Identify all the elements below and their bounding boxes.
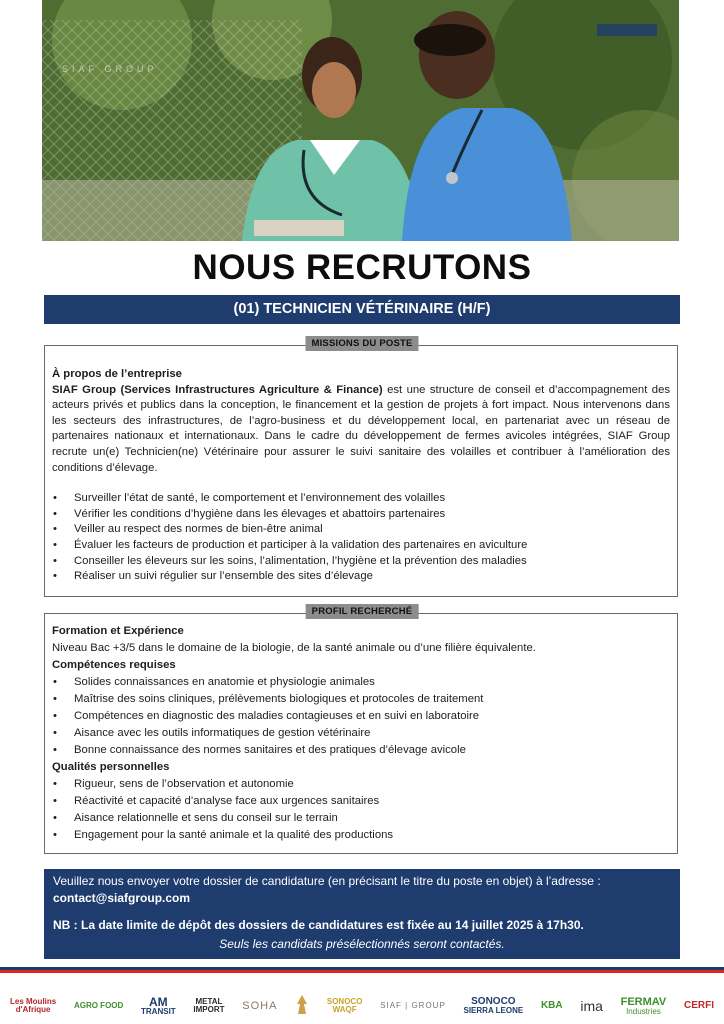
qualities-list bbox=[52, 776, 670, 844]
logo-agro-food: AGRO FOOD bbox=[73, 1001, 124, 1010]
mission-item: • Évaluer les facteurs de production et participer à la validation des partenaires en aviculture bbox=[52, 538, 670, 554]
profile-tag: PROFIL RECHERCHÉ bbox=[306, 604, 419, 619]
mission-item: • Conseiller les éleveurs sur les soins, l’alimentation, l’hygiène et la prévention des maladies bbox=[52, 554, 670, 570]
contact-intro: Veuillez nous envoyer votre dossier de candidature (en précisant le titre du poste en objet) à l’adresse : bbox=[53, 874, 601, 888]
logo-sonoco-waqf: SONOCO WAQF bbox=[326, 997, 363, 1014]
training-text: Niveau Bac +3/5 dans le domaine de la biologie, de la santé animale ou d’une filière équivalente. bbox=[52, 642, 536, 654]
missions-content bbox=[52, 367, 670, 585]
contact-panel bbox=[44, 869, 680, 959]
logo-metal-import: METAL IMPORT bbox=[193, 997, 225, 1014]
skill-item: • Solides connaissances en anatomie et physiologie animales bbox=[52, 674, 670, 691]
training-title: Formation et Expérience bbox=[52, 625, 184, 637]
about-paragraph bbox=[52, 383, 670, 477]
emblem-icon bbox=[295, 994, 309, 1016]
logo-soha: SOHA bbox=[242, 999, 278, 1012]
logo-emblem bbox=[295, 994, 309, 1018]
about-title: À propos de l’entreprise bbox=[52, 368, 182, 380]
skill-item: • Bonne connaissance des normes sanitaires et des pratiques d’élevage avicole bbox=[52, 742, 670, 759]
page-title: NOUS RECRUTONS bbox=[192, 248, 532, 287]
company-name: SIAF Group (Services Infrastructures Agriculture & Finance) bbox=[52, 383, 383, 396]
logo-moulins-dafrique: Les Moulins d'Afrique bbox=[10, 997, 57, 1014]
skills-title: Compétences requises bbox=[52, 659, 176, 671]
logo-kba: KBA bbox=[540, 1000, 563, 1011]
veterinarians-photo bbox=[42, 0, 679, 241]
skill-item: • Aisance avec les outils informatiques de gestion vétérinaire bbox=[52, 725, 670, 742]
selection-note: Seuls les candidats présélectionnés seront contactés. bbox=[219, 937, 505, 951]
deadline-notice: NB : La date limite de dépôt des dossiers de candidatures est fixée au 14 juillet 2025 à 17h30. bbox=[53, 918, 584, 932]
mission-item: • Veiller au respect des normes de bien-être animal bbox=[52, 522, 670, 538]
skills-list bbox=[52, 674, 670, 759]
logo-cerfi: CERFI bbox=[683, 1000, 714, 1011]
qualities-title: Qualités personnelles bbox=[52, 761, 170, 773]
mission-item: • Réaliser un suivi régulier sur l’ensemble des sites d’élevage bbox=[52, 569, 670, 585]
quality-item: • Rigueur, sens de l’observation et autonomie bbox=[52, 776, 670, 793]
quality-item: • Réactivité et capacité d’analyse face aux urgences sanitaires bbox=[52, 793, 670, 810]
logo-siaf-group: SIAF | GROUP bbox=[380, 1001, 446, 1010]
logo-fermav: FERMAV Industries bbox=[620, 995, 667, 1016]
svg-text:SIAF GROUP: SIAF GROUP bbox=[62, 64, 158, 74]
logo-ima: ima bbox=[580, 998, 603, 1014]
quality-item: • Aisance relationnelle et sens du conseil sur le terrain bbox=[52, 810, 670, 827]
missions-list bbox=[52, 491, 670, 585]
header-photo bbox=[42, 0, 679, 241]
footer-stripe-red bbox=[0, 970, 724, 973]
missions-tag: MISSIONS DU POSTE bbox=[305, 336, 418, 351]
quality-item: • Engagement pour la santé animale et la qualité des productions bbox=[52, 827, 670, 844]
profile-content bbox=[52, 623, 670, 844]
mission-item: • Surveiller l’état de santé, le comportement et l’environnement des volailles bbox=[52, 491, 670, 507]
logo-sonoco-sierra-leone: SONOCO SIERRA LEONE bbox=[463, 996, 524, 1015]
logo-am-transit: AM TRANSIT bbox=[141, 995, 176, 1016]
mission-item: • Vérifier les conditions d’hygiène dans les élevages et abattoirs partenaires bbox=[52, 507, 670, 523]
about-text: est une structure de conseil et d’accompagnement des acteurs privés et publics dans la conception, le financement et la gestion de projets à fort impact. Nous intervenons dans les secteurs des infrastructures, de l’agro-business et du développement local, en partenariat avec un réseau de partenaires nationaux et internationaux. Dans le cadre du développement de fermes avicoles intégrées, SIAF Group recrute un(e) Technicien(ne) Vétérinaire pour assurer le suivi sanitaire des volailles et contribuer à l’amélioration des conditions d’élevage. bbox=[52, 383, 670, 474]
skill-item: • Compétences en diagnostic des maladies contagieuses et en suivi en laboratoire bbox=[52, 708, 670, 725]
job-title-bar: (01) TECHNICIEN VÉTÉRINAIRE (H/F) bbox=[44, 295, 680, 324]
skill-item: • Maîtrise des soins cliniques, prélèvements biologiques et protocoles de traitement bbox=[52, 691, 670, 708]
partner-logos bbox=[10, 991, 714, 1021]
contact-email-link[interactable]: contact@siafgroup.com bbox=[53, 891, 191, 905]
